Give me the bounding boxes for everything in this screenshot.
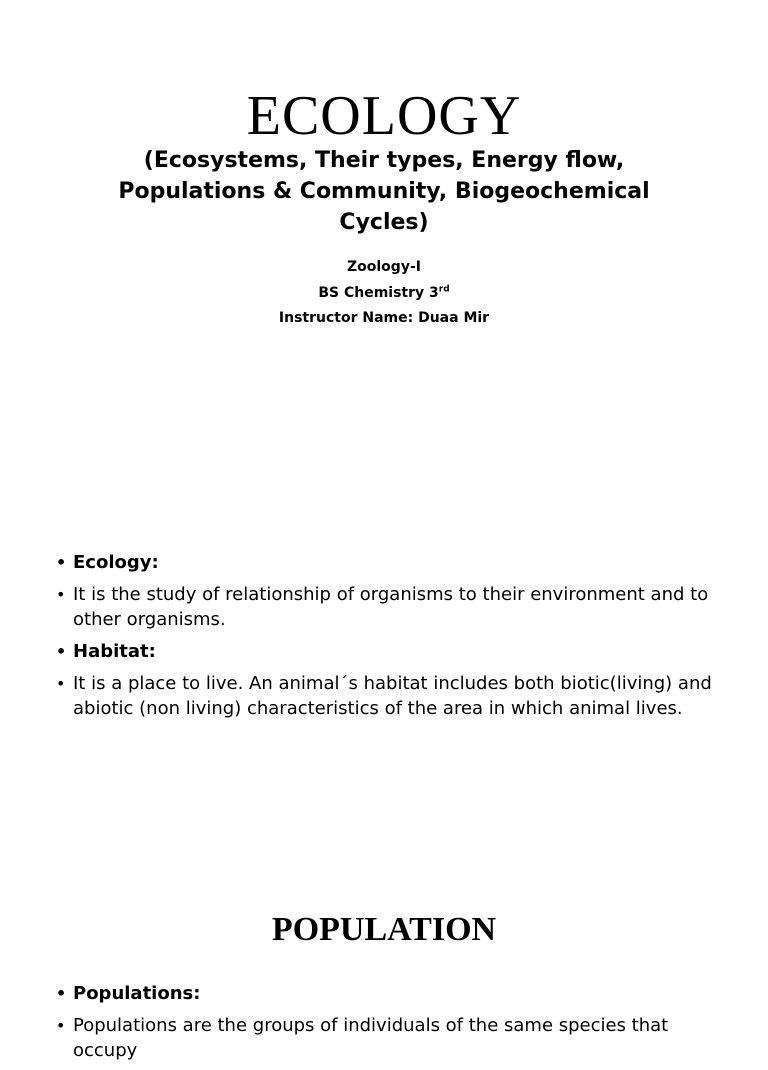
- slide-title: ECOLOGY: [246, 85, 522, 147]
- bullet-icon: •: [56, 585, 66, 604]
- definitions-list: [56, 550, 716, 728]
- bullet-icon: •: [56, 674, 66, 693]
- bullet-text: It is a place to live. An animal´s habitat includes both biotic(living) and abiotic (non living) characteristics of the area in which animal lives.: [73, 673, 712, 719]
- bullet-item-ecology-heading: [56, 550, 716, 575]
- bullet-item-ecology-definition: [56, 582, 716, 632]
- bullet-icon: •: [56, 984, 67, 1003]
- bullet-icon: •: [56, 642, 67, 661]
- section-title: POPULATION: [271, 911, 497, 948]
- title-slide: [0, 0, 768, 528]
- program-name: BS Chemistry 3: [318, 285, 439, 301]
- slide-subtitle: (Ecosystems, Their types, Energy flow, Populations & Community, Biogeochemical Cycles): [118, 148, 650, 235]
- bullet-text: Populations:: [73, 983, 201, 1004]
- program-line: [0, 284, 768, 302]
- course-name: Zoology-I: [347, 259, 421, 275]
- definitions-slide: [0, 528, 768, 848]
- bullet-text: Habitat:: [73, 641, 156, 662]
- bullet-item-habitat-definition: [56, 671, 716, 721]
- bullet-icon: •: [56, 553, 67, 572]
- population-list: [56, 981, 716, 1070]
- program-superscript: rd: [438, 284, 450, 295]
- bullet-item-habitat-heading: [56, 639, 716, 664]
- bullet-item-populations-definition: [56, 1013, 716, 1063]
- bullet-item-populations-heading: [56, 981, 716, 1006]
- instructor-name: Instructor Name: Duaa Mir: [278, 310, 490, 326]
- bullet-text: Populations are the groups of individuals of the same species that occupy: [73, 1015, 669, 1061]
- bullet-text: It is the study of relationship of organisms to their environment and to other organisms.: [73, 584, 709, 630]
- population-slide: [0, 848, 768, 1061]
- bullet-icon: •: [56, 1016, 66, 1035]
- bullet-text: Ecology:: [73, 552, 159, 573]
